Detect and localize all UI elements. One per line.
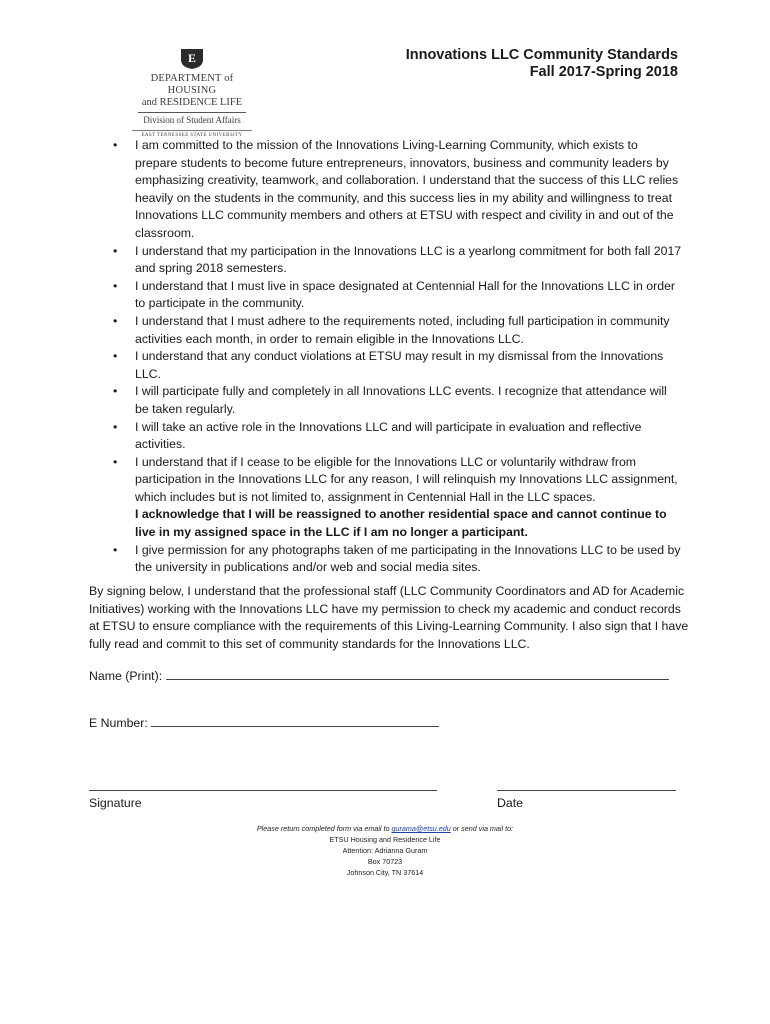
list-item: • I understand that my participation in the Innovations LLC is a yearlong commitment for both fall 2017 and spring 2018 semesters.: [113, 243, 682, 276]
subtitle-line: Fall 2017-Spring 2018: [529, 64, 678, 80]
list-item: • I understand that if I cease to be eligible for the Innovations LLC or voluntarily withdraw from participation in the Innovations LLC for any reason, I will relinquish my Innovations LLC assignment, which includes but is not limited to, assignment in Centennial Hall in the LLC spaces. I acknowledge that I will be reassigned to another residential space and cannot continue to live in my assigned space in the LLC if I am no longer a participant.: [103, 454, 683, 542]
bullet-icon: •: [113, 313, 118, 328]
list-item: • I am committed to the mission of the Innovations Living-Learning Community, which exists to prepare students to become future entrepreneurs, innovators, business and community leaders by emphasizing creativity, teamwork, and collaboration. I understand that the success of this LLC relies heavily on the students in the community, and this success lies in my ability and willingness to treat Innovations LLC community members and others at ETSU with respect and civility in and out of the classroom.: [113, 138, 679, 240]
department-logo: [132, 48, 252, 139]
e-number-field[interactable]: [89, 716, 439, 730]
address-line-3: Box 70723: [367, 857, 403, 866]
signature-line[interactable]: [89, 779, 437, 791]
e-number-line[interactable]: [151, 716, 439, 727]
bullet-icon: •: [113, 278, 118, 293]
bullet-icon: •: [113, 138, 118, 152]
date-label: Date: [497, 796, 523, 810]
address-line-2: Attention: Adrianna Guram: [342, 846, 428, 855]
signature-label: Signature: [89, 796, 142, 810]
reassignment-notice: I acknowledge that I will be reassigned to another residential space and cannot continue to live in my assigned space in the LLC if I am no longer a participant.: [135, 507, 667, 540]
list-item: • I will participate fully and completely in all Innovations LLC events. I recognize that attendance will be taken regularly.: [113, 384, 667, 416]
bullet-icon: •: [113, 243, 118, 258]
e-number-label: E Number:: [89, 716, 148, 730]
address-line-1: ETSU Housing and Residence Life: [329, 835, 441, 844]
etsu-shield-icon: [179, 48, 205, 70]
bullet-icon: •: [113, 419, 118, 434]
logo-line-3: Division of Student Affairs: [143, 115, 241, 125]
bullet-icon: •: [113, 454, 118, 469]
title-line: Innovations LLC Community Standards: [405, 47, 678, 63]
logo-line-4: EAST TENNESSEE STATE UNIVERSITY: [132, 130, 252, 139]
bullet-icon: •: [113, 384, 118, 399]
name-print-line[interactable]: [166, 669, 669, 680]
name-print-field[interactable]: [89, 669, 669, 683]
emblem-letter: E: [187, 51, 197, 65]
list-item: • I will take an active role in the Innovations LLC and will participate in evaluation and reflective activities.: [113, 419, 642, 452]
bullet-icon: •: [113, 542, 118, 557]
list-item: • I understand that I must live in space designated at Centennial Hall for the Innovations LLC in order to participate in the community.: [113, 278, 676, 311]
agreement-paragraph: By signing below, I understand that the professional staff (LLC Community Coordinators and AD for Academic Initiatives) working with the Innovations LLC have my permission to check my academic and conduct records at ETSU to ensure compliance with the requirements of this Living-Learning Community. I also sign that I have fully read and commit to this set of community standards for the Innovations LLC.: [89, 584, 689, 651]
email-link[interactable]: gurama@etsu.edu: [391, 824, 451, 833]
logo-divider: [138, 112, 246, 113]
list-item: • I give permission for any photographs taken of me participating in the Innovations LLC to be used by the university in publications and/or web and social media sites.: [113, 542, 681, 575]
return-instructions: Please return completed form via email to gurama@etsu.edu or send via mail to: ETSU Housing and Residence Life Attention: Adrianna Guram Box 70723 Johnson City, TN 37614: [0, 823, 770, 878]
bullet-icon: •: [113, 349, 118, 364]
logo-line-2: and RESIDENCE LIFE: [141, 97, 243, 108]
logo-line-1: DEPARTMENT of HOUSING: [150, 73, 234, 96]
list-item: • I understand that any conduct violations at ETSU may result in my dismissal from the Innovations LLC.: [113, 349, 664, 381]
date-line[interactable]: [497, 779, 676, 791]
address-line-4: Johnson City, TN 37614: [346, 868, 424, 877]
name-print-label: Name (Print):: [89, 669, 163, 683]
list-item: • I understand that I must adhere to the requirements noted, including full participation in community activities each month, in order to remain eligible in the Innovations LLC.: [113, 313, 670, 346]
standards-list: [103, 137, 683, 577]
document-title: [406, 47, 678, 81]
